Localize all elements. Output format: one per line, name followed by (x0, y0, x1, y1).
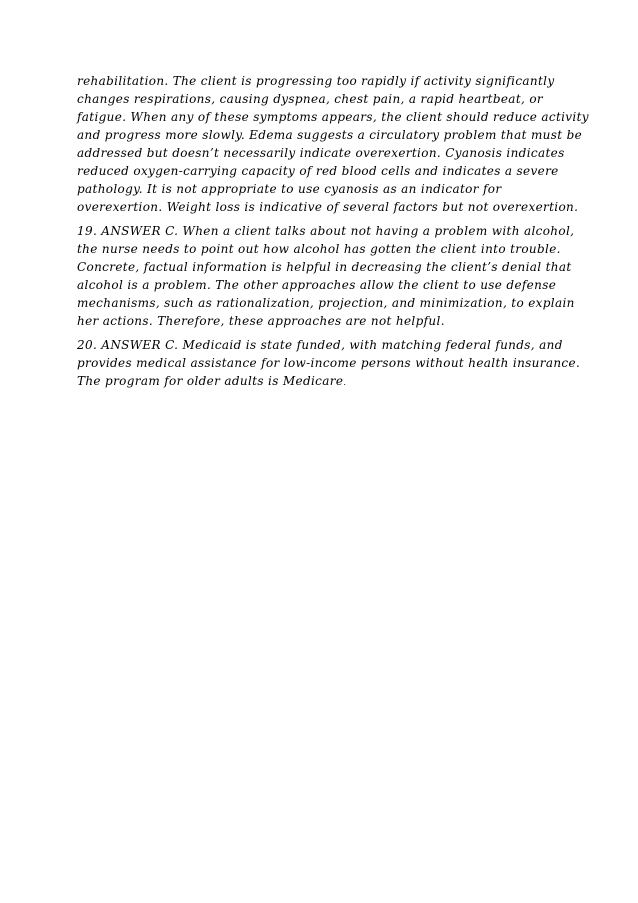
text-line: and progress more slowly. Edema suggests a circulatory problem that must be (77, 128, 583, 142)
paragraph-answer-19 (77, 222, 575, 330)
text-line: her actions. Therefore, these approaches are not helpful. (77, 314, 445, 328)
trailing-period: . (343, 378, 347, 387)
text-line: Concrete, factual information is helpful in decreasing the client’s denial that (77, 260, 572, 274)
text-line (77, 372, 567, 392)
text-line: rehabilitation. The client is progressing too rapidly if activity significantly (77, 74, 555, 88)
text-line: 19. ANSWER C. When a client talks about not having a problem with alcohol, (77, 224, 575, 238)
text-line: addressed but doesn’t necessarily indicate overexertion. Cyanosis indicates (77, 146, 565, 160)
text-line: changes respirations, causing dyspnea, chest pain, a rapid heartbeat, or (77, 92, 543, 106)
text-line: reduced oxygen-carrying capacity of red blood cells and indicates a severe (77, 164, 559, 178)
text-line: mechanisms, such as rationalization, projection, and minimization, to explain (77, 296, 575, 310)
text-line: provides medical assistance for low-income persons without health insurance. (77, 356, 581, 370)
text-line: pathology. It is not appropriate to use cyanosis as an indicator for (77, 182, 502, 196)
text-line: alcohol is a problem. The other approaches allow the client to use defense (77, 278, 557, 292)
paragraph-rehabilitation (77, 72, 589, 216)
text-line: 20. ANSWER C. Medicaid is state funded, with matching federal funds, and (77, 338, 563, 352)
paragraph-answer-20 (77, 336, 581, 392)
text-line: fatigue. When any of these symptoms appears, the client should reduce activity (77, 110, 589, 124)
answer-rationale-text (77, 72, 589, 398)
text-line: the nurse needs to point out how alcohol has gotten the client into trouble. (77, 242, 561, 256)
text-line-content: The program for older adults is Medicare (77, 374, 344, 388)
text-line: overexertion. Weight loss is indicative of several factors but not overexertion. (77, 200, 579, 214)
